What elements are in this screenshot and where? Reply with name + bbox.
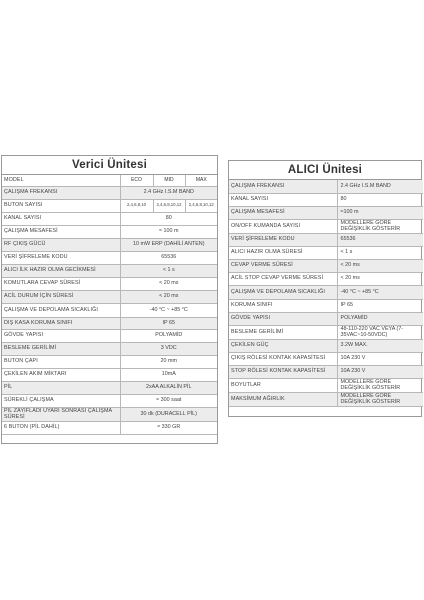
table-row [2,355,217,368]
table-row [2,303,217,317]
table-row [229,206,423,219]
table-row [2,199,217,212]
spec-label: ÇEKİLEN GÜÇ [229,339,337,352]
spec-label: 6 BUTON (PİL DAHİL) [2,421,120,434]
table-row [2,381,217,394]
spec-value: -40 °C ~ +85 °C [337,285,423,299]
spec-value: MODELLERE GÖRE DEĞİŞİKLİK GÖSTERİR [337,392,423,406]
spec-value: 2,4,6,8,10 [120,199,153,212]
spec-value: ≈ 100 m [120,225,217,238]
spec-label: STOP RÖLESİ KONTAK KAPASİTESİ [229,365,337,378]
spec-value: ≈ 330 GR [120,421,217,434]
spec-value: -40 °C ~ +85 °C [120,303,217,317]
spec-label: ÇALIŞMA FREKANSI [229,180,337,193]
spec-label: MAKSİMUM AĞIRLIK [229,392,337,406]
spec-value: 2,4,6,8,10,12 [185,199,217,212]
spec-label: GÖVDE YAPISI [2,329,120,342]
table-row [2,317,217,329]
spec-value: POLYAMİD [120,329,217,342]
transmitter-spec-table [1,155,218,444]
spec-label: ÇALIŞMA MESAFESİ [2,225,120,238]
table-row [229,259,423,272]
model-max: MAX [185,175,217,186]
spec-value: < 20 ms [120,290,217,303]
spec-label: CEVAP VERME SÜRESİ [229,259,337,272]
table-row [2,277,217,290]
spec-value: < 20 ms [120,277,217,290]
spec-label: BOYUTLAR [229,378,337,392]
spec-value: 2xAA ALKALİN PİL [120,381,217,394]
spec-value: MODELLERE GÖRE DEĞİŞİKLİK GÖSTERİR [337,219,423,233]
table-row [229,312,423,325]
spec-value: 30 dk (DURACELL PİL) [120,407,217,421]
spec-value: 48-110-220 VAC VEYA (7-35VAC~10-50VDC) [337,325,423,339]
spec-value: < 20 ms [337,259,423,272]
spec-value: < 1 s [337,246,423,259]
table-row [2,342,217,355]
spec-label: BESLEME GERİLİMİ [2,342,120,355]
table-row [2,394,217,407]
spec-label: ÇALIŞMA MESAFESİ [229,206,337,219]
spec-value: IP 65 [120,317,217,329]
table-row [229,325,423,339]
receiver-title: ALICI Ünitesi [229,161,421,180]
table-row [229,219,423,233]
spec-label: ALICI İLK HAZIR OLMA GECİKMESİ [2,264,120,277]
spec-value: POLYAMİD [337,312,423,325]
table-row [229,193,423,206]
spec-label: GÖVDE YAPISI [229,312,337,325]
table-row [2,238,217,251]
model-header-row [2,175,217,186]
spec-value: ≈100 m [337,206,423,219]
table-row [2,407,217,421]
spec-value: 65536 [337,233,423,246]
table-row [229,352,423,365]
table-row [2,264,217,277]
spec-label: ÇALIŞMA VE DEPOLAMA SICAKLIĞI [229,285,337,299]
spec-label: KORUMA SINIFI [229,299,337,312]
spec-label: VERİ ŞİFRELEME KODU [2,251,120,264]
table-row [2,186,217,199]
spec-label: ÇEKİLEN AKIM MİKTARI [2,368,120,381]
table-row [229,233,423,246]
spec-value: 2.4 GHz I.S.M BAND [120,186,217,199]
spec-value: 65536 [120,251,217,264]
spec-value: ≈ 300 saat [120,394,217,407]
spec-label: BESLEME GERİLİMİ [229,325,337,339]
spec-label: ACİL STOP CEVAP VERME SÜRESİ [229,272,337,285]
spec-value: 80 [337,193,423,206]
model-header-label: MODEL [2,175,120,186]
spec-label: BUTON SAYISI [2,199,120,212]
spec-value: 2.4 GHz I.S.M BAND [337,180,423,193]
table-row [229,339,423,352]
spec-label: DIŞ KASA KORUMA SINIFI [2,317,120,329]
spec-value: 10A 230 V [337,365,423,378]
spec-value: 10 mW ERP (DAHİLİ ANTEN) [120,238,217,251]
spec-label: ÇALIŞMA VE DEPOLAMA SICAKLIĞI [2,303,120,317]
table-row [229,285,423,299]
table-row [2,368,217,381]
spec-value: MODELLERE GÖRE DEĞİŞİKLİK GÖSTERİR [337,378,423,392]
spec-value: 10mA [120,368,217,381]
spec-label: ACİL DURUM İÇİN SÜRESİ [2,290,120,303]
table-row [229,180,423,193]
table-row [229,392,423,406]
spec-value: < 1 s [120,264,217,277]
receiver-spec-table [228,160,422,417]
spec-label: ÇALIŞMA FREKANSI [2,186,120,199]
spec-value: 20 mm [120,355,217,368]
spec-label: ALICI HAZIR OLMA SÜRESİ [229,246,337,259]
spec-label: BUTON ÇAPI [2,355,120,368]
spec-value: IP 65 [337,299,423,312]
spec-label: ÇIKIŞ RÖLESİ KONTAK KAPASİTESİ [229,352,337,365]
spec-label: PİL [2,381,120,394]
spec-label: SÜREKLİ ÇALIŞMA [2,394,120,407]
spec-label: KANAL SAYISI [229,193,337,206]
spec-value: 80 [120,212,217,225]
spec-label: KOMUTLARA CEVAP SÜRESİ [2,277,120,290]
table-row [2,212,217,225]
table-row [229,299,423,312]
spec-label: VERİ ŞİFRELEME KODU [229,233,337,246]
table-row [2,290,217,303]
table-row [229,378,423,392]
spec-label: KANAL SAYISI [2,212,120,225]
table-row [229,365,423,378]
spec-label: PİL ZAYIFLADI UYARI SONRASI ÇALIŞMA SÜRESİ [2,407,120,421]
table-row [2,251,217,264]
table-row [229,272,423,285]
transmitter-title: Verici Ünitesi [2,156,217,175]
spec-label: ON/OFF KUMANDA SAYISI [229,219,337,233]
table-row [2,421,217,434]
spec-value: 3 VDC [120,342,217,355]
spec-value: < 20 ms [337,272,423,285]
table-row [2,329,217,342]
model-mid: MID [153,175,185,186]
spec-value: 10A 230 V [337,352,423,365]
model-eco: ECO [120,175,153,186]
table-row [2,225,217,238]
spec-label: RF ÇIKIŞ GÜCÜ [2,238,120,251]
spec-value: 2,4,6,8,10,12 [153,199,185,212]
spec-value: 3.2W MAX. [337,339,423,352]
table-row [229,246,423,259]
